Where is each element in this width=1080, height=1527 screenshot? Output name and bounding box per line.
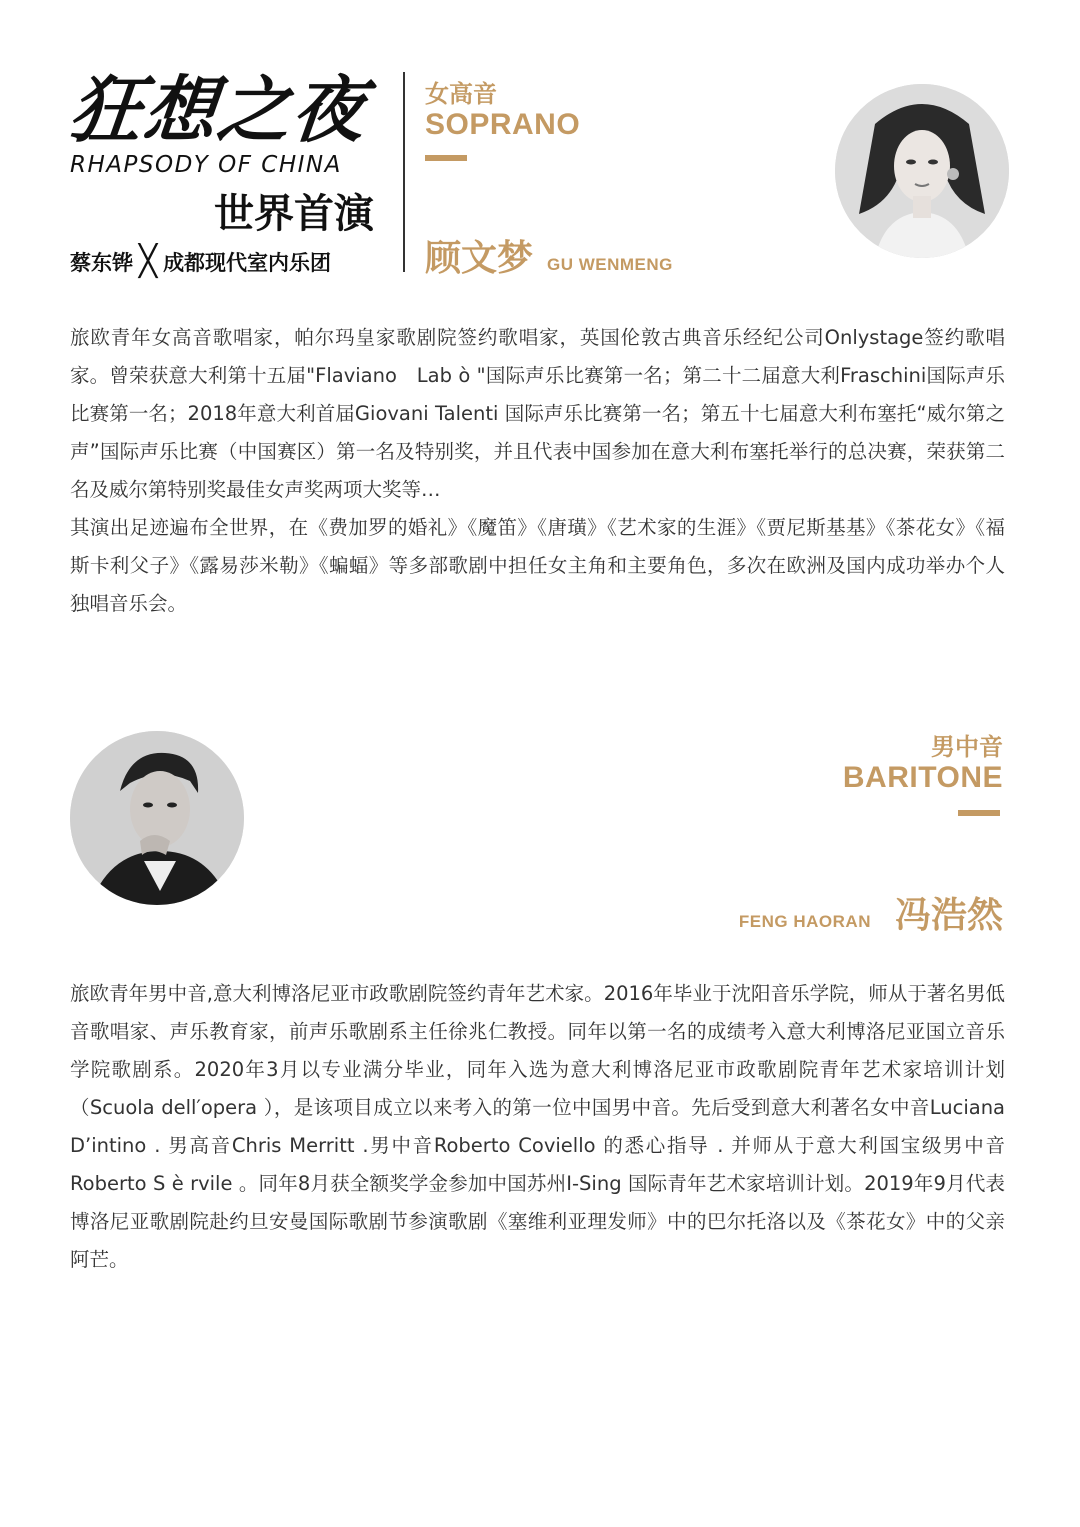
soprano-portrait [835, 84, 1009, 258]
logo-title-en: RHAPSODY OF CHINA [70, 152, 342, 178]
voice-type-en: BARITONE [842, 761, 1003, 794]
baritone-bio [70, 975, 1005, 1279]
baritone-portrait [70, 731, 244, 905]
singer-name-en: GU WENMENG [547, 255, 673, 274]
composer-name: 蔡东铧 [70, 251, 133, 275]
collaboration-line [70, 244, 390, 279]
singer-name-zh: 冯浩然 [894, 895, 1003, 936]
bio-paragraph: 旅欧青年女高音歌唱家，帕尔玛皇家歌剧院签约歌唱家，英国伦敦古典音乐经纪公司Onlystage签约歌唱家。曾荣获意大利第十五届"Flaviano Lab ò "国际声乐比赛第一名；第二十二届意大利Fraschini国际声乐比赛第一名；2018年意大利首届Giovani Talenti 国际声乐比赛第一名；第五十七届意大利布塞托“威尔第之声”国际声乐比赛（中国赛区）第一名及特别奖，并且代表中国参加在意大利布塞托举行的总决赛，荣获第二名及威尔第特别奖最佳女声奖两项大奖等… [70, 326, 1005, 501]
bio-paragraph: 其演出足迹遍布全世界，在《费加罗的婚礼》《魔笛》《唐璜》《艺术家的生涯》《贾尼斯基基》《茶花女》《福斯卡利父子》《露易莎米勒》《蝙蝠》等多部歌剧中担任女主角和主要角色，多次在欧洲及国内成功举办个人独唱音乐会。 [70, 516, 1005, 615]
bio-paragraph: 旅欧青年男中音,意大利博洛尼亚市政歌剧院签约青年艺术家。2016年毕业于沈阳音乐学院，师从于著名男低音歌唱家、声乐教育家，前声乐歌剧系主任徐兆仁教授。同年以第一名的成绩考入意大利博洛尼亚国立音乐学院歌剧系。2020年3月以专业满分毕业，同年入选为意大利博洛尼亚市政歌剧院青年艺术家培训计划（Scuola dell′opera ），是该项目成立以来考入的第一位中国男中音。先后受到意大利著名女中音Luciana D’intino . 男高音Chris Merritt .男中音Roberto Coviello 的悉心指导 . 并师从于意大利国宝级男中音Roberto S è rvile 。同年8月获全额奖学金参加中国苏州I-Sing 国际青年艺术家培训计划。2019年9月代表博洛尼亚歌剧院赴约旦安曼国际歌剧节参演歌剧《塞维利亚理发师》中的巴尔托洛以及《茶花女》中的父亲阿芒。 [70, 982, 1005, 1271]
vertical-divider [403, 72, 405, 272]
premiere-label: 世界首演 [214, 191, 374, 237]
voice-type-en: SOPRANO [425, 108, 581, 141]
accent-bar [958, 810, 1000, 816]
ensemble-name: 成都现代室内乐团 [163, 251, 332, 275]
concert-logo [65, 68, 390, 279]
logo-title-zh: 狂想之夜 [65, 68, 371, 152]
soprano-bio [70, 319, 1005, 623]
singer-name [425, 230, 673, 281]
singer-name-zh: 顾文梦 [425, 238, 534, 279]
singer-name [739, 887, 1003, 938]
voice-type-zh: 女高音 [425, 80, 497, 108]
cross-icon: ╳ [139, 244, 158, 279]
singer-name-en: FENG HAORAN [738, 912, 871, 931]
voice-type-zh: 男中音 [931, 733, 1003, 761]
accent-bar [425, 155, 467, 161]
